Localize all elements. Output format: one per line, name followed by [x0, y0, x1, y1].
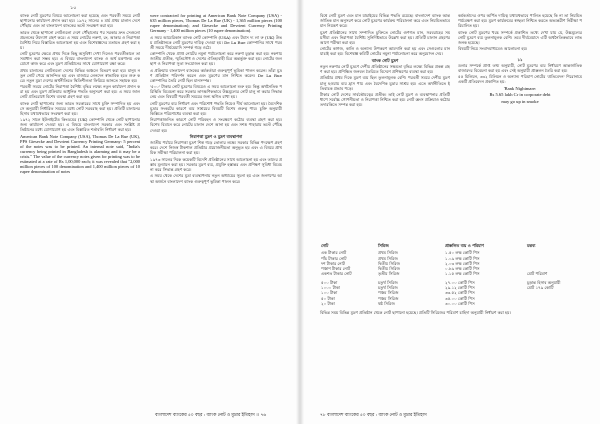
- paragraph: প্রথম চালানের নোটগুলো দেশের বিভিন্ন অঞ্চলে বিতরণ করা হয়। মানুষ নতুন নোট পেয়ে আনন্দিত হয় এবং বাজারে লেনদেন স্বাভাবিক হতে শুরু করে। নতুন মুদ্রা দেশের অর্থনীতিতে স্থিতিশীলতা ফিরিয়ে আনতে সহায়ক হয়।: [20, 67, 140, 83]
- paragraph: কোম্পানি থেকে প্রাপ্ত নোটের নমুনা পর্যালোচনা করে নকশা চূড়ান্ত করা হয়। নকশায় জাতীয় প্রতীক, স্মৃতিসৌধ ও দেশের ঐতিহ্যবাহী চিত্র অন্তর্ভুক্ত করা হয়। নোটের জলছাপ ও নিরাপত্তা সুতা সংযোজন করা হয়।: [150, 51, 282, 67]
- table-header-cell: সিরিজ: [378, 243, 389, 248]
- paragraph: কর্মকর্তাদের ওপর অর্পিত দায়িত্ব যথাযথভাবে পালিত হয়েছে কি না তা নিয়মিত পর্যবেক্ষণ করা হয়। মুদ্রণ কার্যক্রমের স্বচ্ছতা নিশ্চিত করতে অভ্যন্তরীণ নিরীক্ষা পরিচালিত হয়।: [458, 13, 582, 29]
- paragraph: নতুন নকশার নোট মুদ্রণে দেশীয় প্রতিষ্ঠানের সক্ষমতা বৃদ্ধির লক্ষ্যে বিভিন্ন প্রকল্প গ্রহণ করা হয়। প্রশিক্ষিত জনবল তৈরিতে বিদেশে প্রশিক্ষণের ব্যবস্থা করা হয়।: [320, 63, 450, 75]
- table-cell: চতুর্থ সিরিজ: [378, 285, 398, 291]
- data-table-block: [320, 240, 588, 315]
- table-cell: একশত টাকার নোট: [321, 271, 352, 277]
- paragraph: এ সময় থেকে দেশের মুদ্রা ব্যবস্থাপনায় নতুন অধ্যায়ের সূচনা হয় এবং জনগণের আস্থা অর্জনে বাংলাদেশ ব্যাংক গুরুত্বপূর্ণ ভূমিকা পালন করে।: [150, 173, 282, 184]
- paragraph: ডলার সম্পর্কে প্রাপ্ত তথ্য অনুযায়ী, নোট মুদ্রণের ব্যয় নির্ধারণে আন্তর্জাতিক বাজারদর বিবেচনা করা হয় এবং সেই অনুযায়ী প্রাক্কলন তৈরি করা হয়।: [458, 62, 582, 73]
- paragraph: মুদ্রণ প্রতিষ্ঠানের সাথে সম্পাদিত চুক্তিতে নোটের গুণগত মান, সরবরাহের সময়সীমা এবং নিরাপত্তা বৈশিষ্ট্য সুনির্দিষ্টভাবে উল্লেখ করা হয়। প্রতিটি চালান গ্রহণের আগে পরীক্ষা করা হয়।: [320, 29, 450, 45]
- table-cell: দ্বিতীয় সিরিজ: [378, 266, 401, 272]
- paragraph: '৫০০' টাকার নোট মুদ্রণের বিষয়েও এ সময় আলোচনা শুরু হয়। কিন্তু অর্থনৈতিক পরিস্থিতি বিবেচনা করে সরকার তাৎক্ষণিকভাবে উচ্চমূল্যের নোট চালু না করার সিদ্ধান্ত নেয় এবং বিষয়টি পরবর্তী সময়ের জন্য স্থগিত রাখা হয়।: [150, 84, 282, 100]
- right-column-2: [458, 13, 582, 233]
- section-heading: ব্যাংক নোট মুদ্রণ: [371, 57, 399, 63]
- paragraph: may go up in smoke: [501, 98, 539, 104]
- paragraph: টাকার নোট দেশের সার্বভৌমত্বের প্রতীক। তাই নোট মুদ্রণ ও ব্যবস্থাপনার প্রতিটি ধাপে সর্বোচ্চ গোপনীয়তা ও নিরাপত্তা নিশ্চিত করা হয়। নোট ধ্বংস প্রক্রিয়াও কঠোর তদারকিতে সম্পন্ন করা হয়।: [320, 92, 450, 108]
- paragraph: ১৯৭২ সালে ইউনাইটেড কিংডমের (UK) কোম্পানি থেকে নোট ছাপানোর জন্য কার্যাদেশ দেওয়া হয়। এ বিষয়ে বাংলাদেশ সরকার এবং সংশ্লিষ্ট প্রতিষ্ঠানের মধ্যে যোগাযোগ হয় এবং বিস্তারিত শর্তাবলি নির্ধারণ করা হয়।: [20, 117, 140, 133]
- table-cell: পঞ্চম সিরিজ: [378, 295, 399, 301]
- table-cell: ২.০৩ লক্ষ কোটি পিস: [445, 260, 480, 266]
- paragraph: নোট মুদ্রণের ব্যয় নির্ধারণ এবং পরিশোধ পদ্ধতি নিয়েও দীর্ঘ আলোচনা হয়। বৈদেশিক মুদ্রার সংকটের কারণে ব্যয় সাশ্রয়ের বিষয়টি বিশেষ গুরুত্ব পায়। চুক্তি অনুযায়ী কিস্তিতে পরিশোধের ব্যবস্থা করা হয়।: [150, 100, 282, 116]
- table-cell: ৩৫.০০ কোটি পিস: [445, 295, 475, 301]
- table-note: বিভিন্ন সময় বিভিন্ন মুদ্রণ প্রতিষ্ঠান থেকে নোট ছাপানো হয়েছে। প্রতিটি সিরিজের পরিমাণ চাহিদা অনুযায়ী নির্ধারণ করা হয়।: [320, 310, 511, 316]
- table-cell: ১০০০ টাকা: [321, 285, 340, 291]
- table-cell: [526, 301, 588, 306]
- paragraph: were contracted for printing at American Bank Note Company (USA) - 635 million pieces, Thomas De La Rue (UK) - 1,365 million pieces (100 rupee denomination); and Giesecke and Devrient Currency Printing Germany - 1,400 million pieces (10 rupee denomination).: [150, 13, 282, 34]
- left-column-2: [150, 13, 282, 405]
- section-heading: নিরাপত্তা মুদ্রণ ও মুদ্রণ ব্যবস্থাপনা: [189, 133, 243, 139]
- paragraph: Rs 5.65 lakh Cr in corporate debt: [489, 92, 551, 98]
- paragraph: প্রতিষ্ঠার প্রথম দিকে মুদ্রণ ব্যয় ছিল তুলনামূলক বেশি। পরবর্তী সময়ে দেশীয় মুদ্রণ চালু হওয়ায় ব্যয় হ্রাস পায় এবং বৈদেশিক মুদ্রার সাশ্রয় হয়। এতে অর্থনীতিতে ইতিবাচক প্রভাব পড়ে।: [320, 75, 450, 91]
- table-cell: ২৭.০০ কোটি পিস: [445, 279, 475, 285]
- table-cell: ৩০.০০ কোটি পিস: [445, 300, 475, 306]
- table-cell: দশ টাকার নোট: [321, 260, 345, 266]
- table-cell: ১.০৯ লক্ষ কোটি পিস: [445, 255, 480, 261]
- paragraph: নোট মুদ্রণের ক্ষেত্রে প্রথম দিকে কিছু অসুবিধা দেখা দিলেও পরবর্তীকালে তা সমাধান করা সম্ভব হয়। এ বিষয়ে বাংলাদেশ ব্যাংক ও অর্থ মন্ত্রণালয় একযোগে কাজ করে এবং মুদ্রণ প্রতিষ্ঠানের সাথে যোগাযোগ রক্ষা করে।: [20, 51, 140, 67]
- paragraph: ব্যাংক নোট মুদ্রণের বিষয়ে আলোচনা করা হয়েছে এবং পরবর্তী সময়ে নোট ছাপানোর কার্যাদেশ প্রদান করা হয়। ১৯৭২ সালের ৪ মার্চ প্রথম চালান দেশে পৌঁছায় এবং তা বাংলাদেশ ব্যাংকের ভল্টে সংরক্ষণ করা হয়।: [20, 13, 140, 29]
- table-header-cell: নোট: [321, 243, 329, 248]
- table-header-cell: প্রাক্কলিত ব্যয় ও পরিমাণ: [445, 243, 484, 248]
- table-cell: চূড়ান্ত হিসাব অনুযায়ী: [527, 279, 561, 285]
- paragraph: ভারত থেকে ছাপানো নোটগুলো দেশে পৌঁছানোর পর সরকার দ্রুত সেগুলো প্রচলনের উদ্যোগ গ্রহণ করে। এ সময় নোটের নকশা, রং, আকার ও নিরাপত্তা বৈশিষ্ট্য নিয়ে বিস্তারিত আলোচনা হয় এবং বিশেষজ্ঞদের মতামত গ্রহণ করা হয়।: [20, 29, 140, 50]
- table-header-row: [320, 243, 588, 250]
- table-cell: ১০০ টাকা: [321, 290, 338, 296]
- table-cell: পাঁচ টাকার নোট: [321, 255, 347, 261]
- table-cell: দ্বিতীয় সিরিজ: [378, 260, 401, 266]
- table-cell: ০.৮৯ লক্ষ কোটি পিস: [445, 266, 480, 272]
- table-cell: মোট পরিমাণ: [527, 271, 548, 277]
- table-header-cell: মন্তব্য: [527, 243, 536, 248]
- table-cell: পঞ্চাশ টাকার নোট: [321, 266, 351, 272]
- paragraph: নোটের কাগজ, কালি ও অন্যান্য উপকরণ আমদানি করা হয় এবং সেগুলোর মান যাচাই করা হয়। বিশেষজ্ঞ কমিটি নোটের নমুনা পর্যালোচনা করে অনুমোদন দেয়।: [320, 46, 450, 57]
- paragraph: পরবর্তী সময়ে নোটের নিরাপত্তা বৈশিষ্ট্য বৃদ্ধির লক্ষ্যে নতুন কার্যাদেশ প্রদান করা হয় এবং মুদ্রণ প্রক্রিয়ায় আধুনিক পদ্ধতি অনুসরণ করা হয়। এ সময় জাল নোট প্রতিরোধে বিশেষ ব্যবস্থা গ্রহণ করা হয়।: [20, 84, 140, 100]
- table-cell: মোট ১৭৯ কোটি: [527, 285, 554, 291]
- paragraph: ১৯৭৩ সালের দিকে কয়েকটি বিদেশি প্রতিষ্ঠানের সাথে আলোচনা হয় এবং তাদের প্রস্তাব মূল্যায়ন করা হয়। সরকার মুদ্রণ ব্যয়, প্রযুক্তি হস্তান্তর এবং প্রশিক্ষণ সুবিধা বিবেচনা করে সিদ্ধান্ত গ্রহণ করে।: [150, 156, 282, 173]
- paragraph: ব্যাংক নোট ছাপানোর জন্য ভারত সরকারের সাথে চুক্তি সম্পাদিত হয় এবং সে অনুযায়ী নির্ধারিত সময়ের মধ্যে নোট সরবরাহ করা হয়। প্রতিটি চালানের হিসাব যথাযথভাবে সংরক্ষণ করা হয়।: [20, 100, 140, 116]
- right-page: [300, 0, 600, 424]
- table-cell: তৃতীয় সিরিজ: [378, 271, 400, 277]
- paragraph: ব্যাংক নোট মুদ্রণের খরচ সম্পর্কে প্রকাশিত তথ্যে দেখা যায় যে, উচ্চমূল্যের নোট মুদ্রণে ব্যয় তুলনামূলক বেশি। তবে দীর্ঘমেয়াদে এটি অর্থনৈতিকভাবে লাভজনক হয়েছে।: [458, 29, 582, 45]
- section-heading: ১১: [517, 56, 523, 62]
- left-page-footer: বাংলাদেশ ব্যাংকের ৫০ বছর : ব্যাংক নোট ও মুদ্রার ইতিহাস ।। ৭৬: [155, 413, 267, 418]
- left-page-number: ১০: [70, 5, 77, 11]
- table-cell: এক টাকার নোট: [321, 250, 347, 256]
- table-cell: ১.১৫ লক্ষ কোটি পিস: [445, 271, 480, 277]
- paragraph: জাতীয় পর্যায়ে নিরাপত্তা মুদ্রণ শিল্প গড়ে তোলার লক্ষ্যে সরকার বিভিন্ন পদক্ষেপ গ্রহণ করে। দেশে নিজস্ব টাকশাল প্রতিষ্ঠার প্রয়োজনীয়তা অনুভূত হয় এবং এ বিষয়ে প্রাথমিক সমীক্ষা পরিচালনা করা হয়।: [150, 140, 282, 156]
- table-cell: প্রথম সিরিজ: [378, 255, 398, 261]
- table-cell: ২০ টাকা: [321, 300, 335, 306]
- paragraph: নিরাপত্তাজনিত কারণে নোট পরিবহন ও সংরক্ষণে কঠোর ব্যবস্থা গ্রহণ করা হয়। বিশেষ বিমানে করে নোটের চালান দেশে আনা হয় এবং সশস্ত্র পাহারায় ভল্টে পৌঁছে দেওয়া হয়।: [150, 117, 282, 133]
- paragraph: এ সময় আমেরিকান ব্যাংক নোট কোম্পানি (USA) এবং টমাস দ্য লা রু (UK) উভয় প্রতিষ্ঠানকে নোট মুদ্রণের দায়িত্ব দেওয়া হয়। De La Rue কোম্পানির সাথে পরবর্তী সময়ে দীর্ঘমেয়াদি সম্পর্ক গড়ে ওঠে।: [150, 34, 282, 50]
- paragraph: American Bank Note Company (USA), Thomas De La Rue (UK), PPS Giesecke and Devrient Currency Printing Germany: 5 percent of the notes was to be printed. An internal note said, "India's currency being printed in Bangladesh is alarming and it may be a crisis." The value of the currency notes given for printing was to be estimated at a rate of Rs 1,00,000 each; it was revealed that "2,000 million pieces of 100 denomination and 1,400 million pieces of 10 rupee denomination of notes: [20, 133, 140, 175]
- table-cell: পঞ্চম সিরিজ: [378, 290, 399, 296]
- table-row: [320, 301, 588, 306]
- table-cell: প্রথম সিরিজ: [378, 250, 398, 256]
- paragraph: 'Bank Nightmare:: [503, 85, 537, 91]
- table-cell: ৫০০ টাকা: [321, 279, 338, 285]
- table-row: [320, 277, 588, 285]
- note-table: [320, 243, 588, 306]
- table-cell: ১.৫০ লক্ষ কোটি পিস: [445, 250, 480, 256]
- paragraph: ৫৫ মিলিয়ন, ৩৩২ মিলিয়ন ও অন্যান্য পরিমাণ নোটের 'প্রতিবেদন' শিরোনামে একটি প্রতিবেদন প্রকাশিত হয়:: [458, 74, 582, 85]
- table-cell: ৫০ টাকা: [321, 295, 335, 301]
- right-page-footer: ৭৮ বাংলাদেশ ব্যাংকের ৫০ বছর : ব্যাংক নোট ও মুদ্রার ইতিহাস: [320, 413, 427, 418]
- paragraph: এ প্রক্রিয়ায় বাংলাদেশ ব্যাংকের কর্মকর্তারা গুরুত্বপূর্ণ ভূমিকা পালন করেন। তাঁরা মুদ্রণ প্রতিষ্ঠান পরিদর্শন করেন এবং মুদ্রণের মান নিশ্চিত করেন। De La Rue কোম্পানির তৈরি নোট ছিল মানসম্পন্ন।: [150, 67, 282, 83]
- table-cell: ২৯.১২ কোটি পিস: [445, 285, 475, 291]
- table-cell: ষষ্ঠ সিরিজ: [378, 300, 395, 306]
- table-cell: চতুর্থ সিরিজ: [378, 279, 398, 285]
- paragraph: বিশ্বে নোট মুদ্রণ এবং মান যাচাইয়ের বিভিন্ন পদ্ধতি রয়েছে। বাংলাদেশ ব্যাংক আন্তর্জাতিক মান অনুসরণ করে নোট মুদ্রণের কার্যক্রম পরিচালনা করে এবং নিয়মিতভাবে মান নিয়ন্ত্রণ করে।: [320, 13, 450, 29]
- right-column-1: [320, 13, 450, 233]
- left-column-1: [20, 13, 140, 405]
- paragraph: বিষয়টি নিয়ে সংবাদমাধ্যমেও আলোচনা হয়।: [458, 46, 528, 52]
- table-cell: ৩৩.৫২ কোটি পিস: [445, 290, 475, 296]
